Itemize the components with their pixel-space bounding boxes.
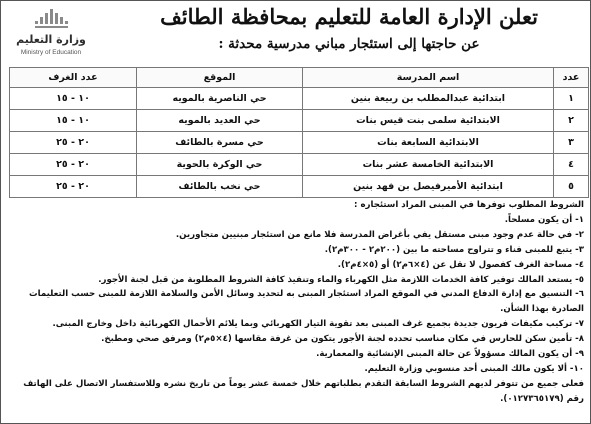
row-rooms: ٢٠ - ٢٥ <box>10 132 137 154</box>
row-school-name: الابتدائية سلمى بنت قيس بنات <box>303 110 554 132</box>
row-location: حي الوكرة بالحوية <box>137 154 303 176</box>
condition-item: ٢- في حالة عدم وجود مبنى مستقل يفي بأغراض المدرسة فلا مانع من استئجار مبنيين متجاورين. <box>175 229 584 240</box>
row-rooms: ٢٠ - ٢٥ <box>10 154 137 176</box>
condition-item: ٧- تركيب مكيفات فريون جديدة بجميع غرف المبنى بعد تقوية التيار الكهربائي وبما يلائم الأحمال الكهربائية داخل وخارج المبنى. <box>52 319 584 330</box>
row-num: ٥ <box>554 176 589 198</box>
table-row <box>10 110 589 132</box>
page-subtitle: عن حاجتها إلى استئجار مباني مدرسية محدثة : <box>218 36 480 52</box>
schools-table <box>9 67 589 198</box>
row-num: ٣ <box>554 132 589 154</box>
row-location: حي الناصرية بالمويه <box>137 88 303 110</box>
ministry-logo <box>11 7 91 61</box>
condition-item: ٨- تأمين سكن للحارس في مكان مناسب تحدده لجنة الأجور يتكون من غرفة مقاسها (٤×٥م٢) ومرفق صحي ومطبخ. <box>101 334 584 345</box>
table-row <box>10 176 589 198</box>
conditions-footer: فعلى جميع من تتوفر لديهم الشروط السابقة التقدم بطلباتهم خلال خمسة عشر يوماً من تاريخ نشره وللاستفسار الاتصال على الهاتف رقم (٠١٢٧٣٦٥١٧٩). <box>23 378 584 404</box>
row-school-name: الابتدائية الخامسة عشر بنات <box>303 154 554 176</box>
page-title: تعلن الإدارة العامة للتعليم بمحافظة الطائف <box>160 4 538 29</box>
header-location: الموقع <box>137 68 303 88</box>
row-school-name: ابتدائية عبدالمطلب بن ربيعة بنين <box>303 88 554 110</box>
education-emblem-icon <box>33 7 69 31</box>
table-row <box>10 154 589 176</box>
row-rooms: ١٠ - ١٥ <box>10 110 137 132</box>
row-num: ١ <box>554 88 589 110</box>
condition-item: ٥- يستعد المالك توفير كافة الخدمات اللازمة مثل الكهرباء والماء وتنفيذ كافة الشروط المطلوبة من قبل لجنة الأجور. <box>98 274 584 285</box>
row-num: ٢ <box>554 110 589 132</box>
header-num: عدد <box>554 68 589 88</box>
table-row <box>10 132 589 154</box>
table-header-row <box>10 68 589 88</box>
conditions-intro: الشروط المطلوب توفرها في المبنى المراد استئجاره : <box>354 200 584 210</box>
row-school-name: الابتدائية السابعة بنات <box>303 132 554 154</box>
condition-item: ٣- يتبع للمبنى فناء و تتراوح مساحته ما بين (٢٠٠م٢ - ٣٠٠م٢). <box>324 244 584 255</box>
row-num: ٤ <box>554 154 589 176</box>
row-location: حي العديد بالمويه <box>137 110 303 132</box>
header-school-name: اسم المدرسة <box>303 68 554 88</box>
condition-item: ٤- مساحة الغرف كفصول لا تقل عن (٤×٦م٢) أو (٥×٤م٢). <box>337 259 584 270</box>
row-rooms: ٢٠ - ٢٥ <box>10 176 137 198</box>
header-rooms: عدد الغرف <box>10 68 137 88</box>
header <box>1 1 590 63</box>
condition-item: ١٠- ألا يكون مالك المبنى أحد منسوبي وزارة التعليم. <box>364 363 584 374</box>
row-rooms: ١٠ - ١٥ <box>10 88 137 110</box>
row-location: حي نخب بالطائف <box>137 176 303 198</box>
condition-item: ٦- التنسيق مع إدارة الدفاع المدني في الموقع المراد استئجار المبنى به لتحديد وسائل الأمن والسلامة اللازمة للمبنى حسب التعليمات الصادرة بهذا الشأن. <box>29 289 584 315</box>
logo-english-text: Ministry of Education <box>20 49 82 56</box>
table-row <box>10 88 589 110</box>
row-school-name: ابتدائية الأميرفيصل بن فهد بنين <box>303 176 554 198</box>
condition-item: ١- أن يكون مسلحاً. <box>504 214 584 225</box>
condition-item: ٩- أن يكون المالك مسؤولاً عن حالة المبنى الإنشائية والمعمارية. <box>316 349 584 360</box>
conditions-section <box>9 198 584 407</box>
logo-arabic-text: وزارة التعليم <box>16 33 86 46</box>
row-location: حي مسرة بالطائف <box>137 132 303 154</box>
